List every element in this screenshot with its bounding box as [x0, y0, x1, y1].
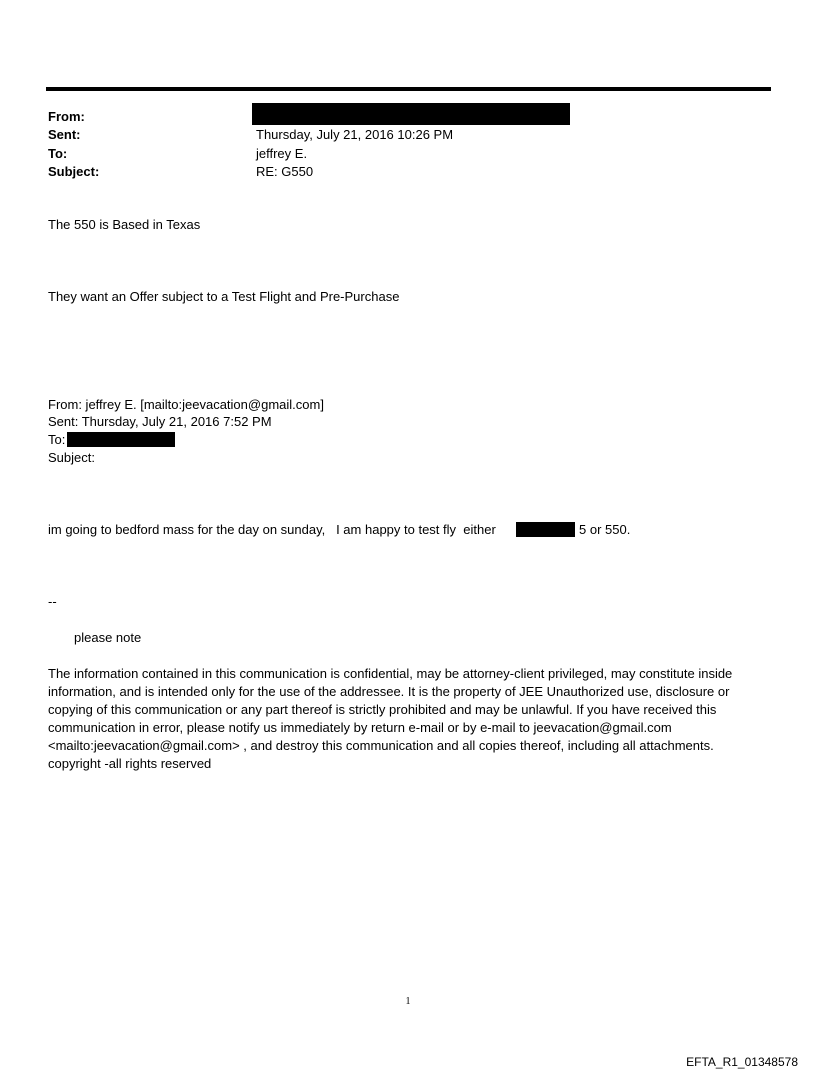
- quoted-sent-line: Sent: Thursday, July 21, 2016 7:52 PM: [48, 414, 272, 429]
- quoted-message-part-2: 5 or 550.: [579, 522, 631, 537]
- quoted-to-label: To:: [48, 432, 66, 447]
- header-divider: [46, 87, 771, 91]
- from-label: From:: [48, 109, 85, 124]
- sent-label: Sent:: [48, 127, 81, 142]
- quoted-from-line: From: jeffrey E. [mailto:jeevacation@gmail.com]: [48, 397, 324, 412]
- reply-line-1: The 550 is Based in Texas: [48, 217, 201, 232]
- to-value: jeffrey E.: [256, 146, 308, 161]
- quoted-subject-line: Subject:: [48, 450, 95, 465]
- quoted-message-part-1: im going to bedford mass for the day on sunday, I am happy to test fly either: [48, 522, 496, 537]
- subject-value: RE: G550: [256, 164, 314, 179]
- sent-value: Thursday, July 21, 2016 10:26 PM: [256, 127, 454, 142]
- reply-line-2: They want an Offer subject to a Test Flight and Pre-Purchase: [48, 289, 400, 304]
- subject-label: Subject:: [48, 164, 100, 179]
- to-label: To:: [48, 146, 68, 161]
- redacted-from-value: [252, 103, 570, 125]
- confidentiality-disclaimer: The information contained in this communication is confidential, may be attorney-client privileged, may constitute inside information, and is intended only for the use of the addressee. It is the property of JEE Unauthorized use, disclosure or copying of this communication or any part thereof is strictly prohibited and may be unlawful. If you have received this communication in error, please notify us immediately by return e-mail or by e-mail to jeevacation@gmail.com <mailto:jeevacation@gmail.com> , and destroy this communication and all copies thereof, including all attachments. copyright -all rights reserved: [48, 666, 733, 771]
- document-id: EFTA_R1_01348578: [686, 1055, 798, 1069]
- signature-note: please note: [74, 630, 142, 645]
- redacted-to-value: [67, 432, 175, 447]
- signature-separator: --: [48, 594, 57, 609]
- redacted-aircraft-model: [516, 522, 575, 537]
- page-number: 1: [405, 996, 411, 1007]
